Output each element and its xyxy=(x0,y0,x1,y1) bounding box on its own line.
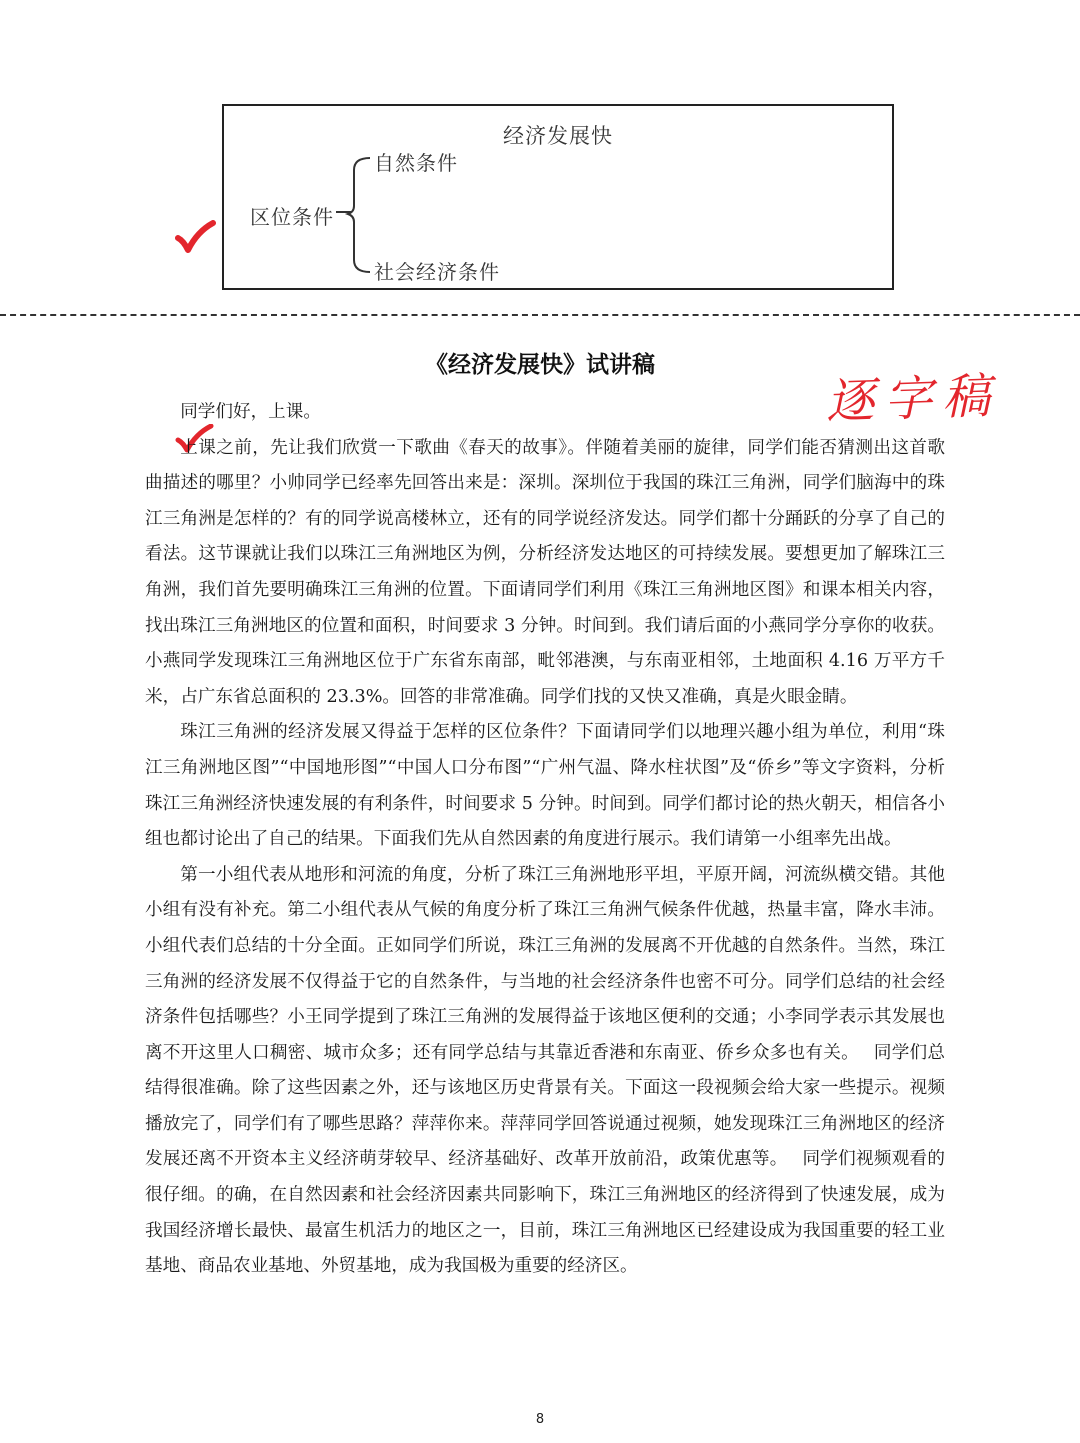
paragraph: 第一小组代表从地形和河流的角度，分析了珠江三角洲地形平坦，平原开阔，河流纵横交错。其他小组有没有补充。第二小组代表从气候的角度分析了珠江三角洲气候条件优越，热量丰富，降水丰沛。小组代表们总结的十分全面。正如同学们所说，珠江三角洲的发展离不开优越的自然条件。当然，珠江三角洲的经济发展不仅得益于它的自然条件，与当地的社会经济条件也密不可分。同学们总结的社会经济条件包括哪些？小王同学提到了珠江三角洲的发展得益于该地区便利的交通；小李同学表示其发展也离不开这里人口稠密、城市众多；还有同学总结与其靠近香港和东南亚、侨乡众多也有关。 同学们总结得很准确。除了这些因素之外，还与该地区历史背景有关。下面这一段视频会给大家一些提示。视频播放完了，同学们有了哪些思路？萍萍你来。萍萍同学回答说通过视频，她发现珠江三角洲地区的经济发展还离不开资本主义经济萌芽较早、经济基础好、改革开放前沿，政策优惠等。 同学们视频观看的很仔细。的确，在自然因素和社会经济因素共同影响下，珠江三角洲地区的经济得到了快速发展，成为我国经济增长最快、最富生机活力的地区之一，目前，珠江三角洲地区已经建设成为我国重要的轻工业基地、商品农业基地、外贸基地，成为我国极为重要的经济区。 xyxy=(145,864,945,1277)
paragraph: 珠江三角洲的经济发展又得益于怎样的区位条件？下面请同学们以地理兴趣小组为单位，利用“珠江三角洲地区图”“中国地形图”“中国人口分布图”“广州气温、降水柱状图”及“侨乡”等文字资料，分析珠江三角洲经济快速发展的有利条件，时间要求 5 分钟。时间到。同学们都讨论的热火朝天，相信各小组也都讨论出了自己的结果。下面我们先从自然因素的角度进行展示。我们请第一小组率先出战。 xyxy=(145,722,945,850)
paragraph: 上课之前，先让我们欣赏一下歌曲《春天的故事》。伴随着美丽的旋律，同学们能否猜测出这首歌曲描述的哪里？小帅同学已经率先回答出来是：深圳。深圳位于我国的珠江三角洲，同学们脑海中的珠江三角洲是怎样的？有的同学说高楼林立，还有的同学说经济发达。同学们都十分踊跃的分享了自己的看法。这节课就让我们以珠江三角洲地区为例，分析经济发达地区的可持续发展。要想更加了解珠江三角洲，我们首先要明确珠江三角洲的位置。下面请同学们利用《珠江三角洲地区图》和课本相关内容，找出珠江三角洲地区的位置和面积，时间要求 3 分钟。时间到。我们请后面的小燕同学分享你的收获。小燕同学发现珠江三角洲地区位于广东省东南部，毗邻港澳，与东南亚相邻，土地面积 4.16 万平方千米，占广东省总面积的 23.3%。回答的非常准确。同学们找的又快又准确，真是火眼金睛。 xyxy=(145,437,945,707)
board-diagram xyxy=(222,104,894,290)
document-title: 《经济发展快》试讲稿 xyxy=(425,352,655,378)
dashed-separator xyxy=(0,314,1080,316)
board-branch-natural: 自然条件 xyxy=(374,151,458,175)
board-branch-social: 社会经济条件 xyxy=(374,260,500,284)
board-title: 经济发展快 xyxy=(503,124,613,148)
paragraph: 同学们好，上课。 xyxy=(180,402,321,422)
check-mark-icon xyxy=(174,220,216,254)
handwritten-note: 逐字稿 xyxy=(825,367,1002,431)
brace-connector xyxy=(334,156,378,274)
page-number: 8 xyxy=(535,1412,545,1427)
board-root-node: 区位条件 xyxy=(250,205,334,229)
document-body xyxy=(145,395,945,1285)
